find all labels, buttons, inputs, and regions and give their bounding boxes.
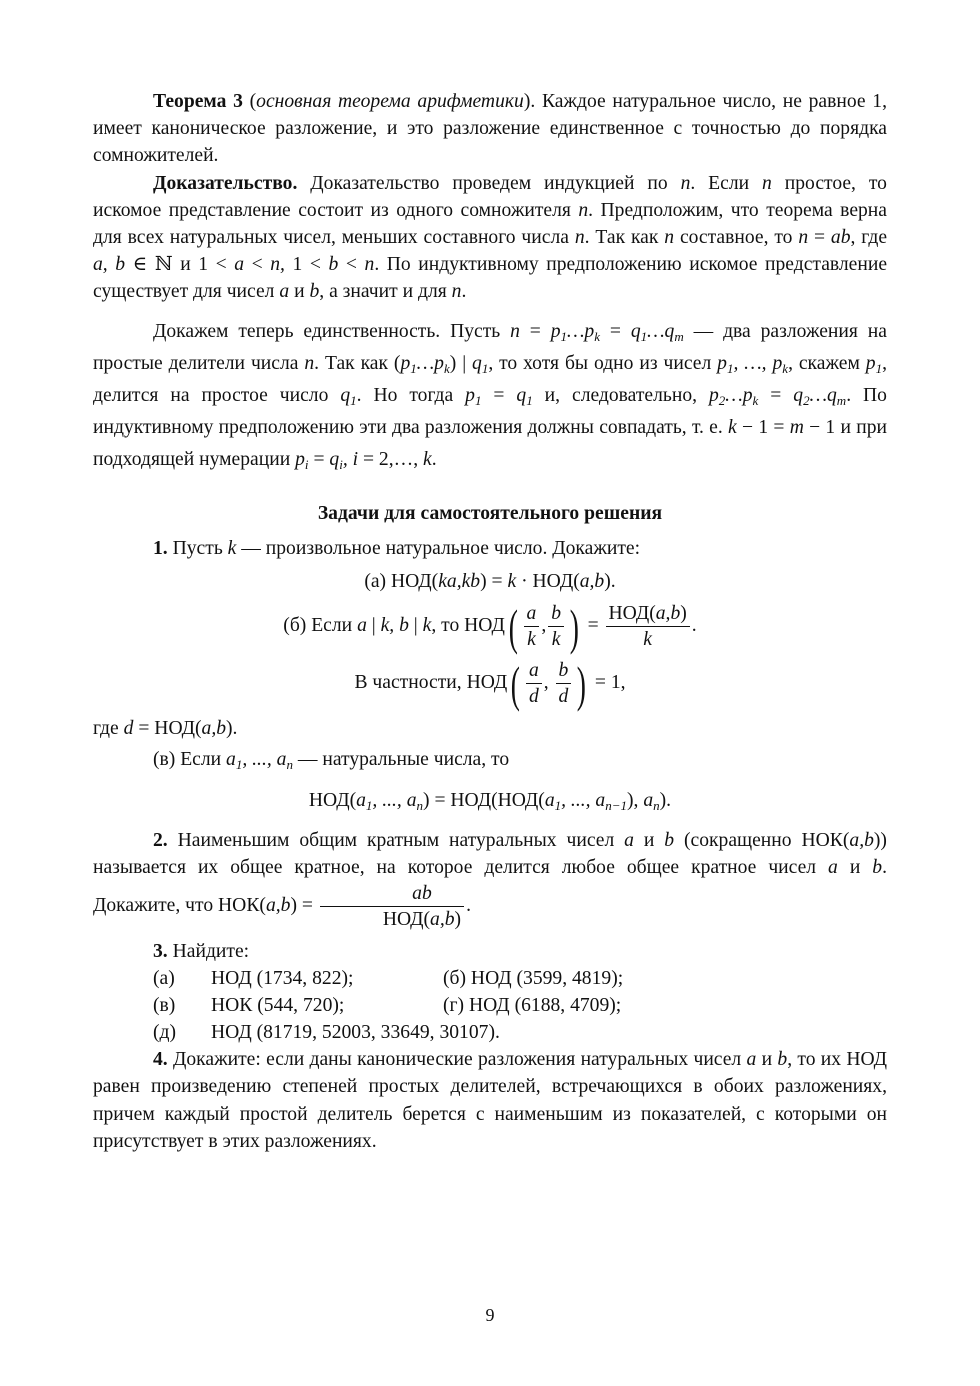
theorem-paragraph: Теорема 3 (основная теорема арифметики). Каждое натуральное число, не равное 1, имеет каноническое разложение, и это разложение единственное с точностью до порядка сомножителей. [93,91,887,167]
task-3-row: (д) НОД (81719, 52003, 33649, 30107). [153,1022,500,1044]
section-title: Задачи для самостоятельного решения [317,502,663,524]
task-2-paragraph: 2. Наименьшим общим кратным натуральных чисел a и b (сокращенно НОК(a,b)) называется их общее кратное, на которое делится любое общее кратное чисел a и b. Докажите, что НОК(a,b) = $\frac{ab}{\text{НОД(a,b)}}$ . [93,829,887,931]
task-3-title: 3. Найдите: [153,941,250,963]
task-4-paragraph: 4. Докажите: если даны канонические разложения натуральных чисел a и b, то их НОД равен произведению степеней простых делителей, встречающихся в обоих разложениях, причем каждый простой делитель берется с наименьшим из показателей, с которыми он присутствует в этих разложениях. [93,1049,888,1152]
task-3-row: (в) НОК (544, 720); (г) НОД (6188, 4709); [153,995,622,1017]
task-1-formula-c: $НОД(a_1$, ..., $a_n) = НОД(НОД(a_1$, ..., $a_{n-1}$), $a_n$). [308,790,672,814]
proof-title: Доказательство. [153,172,298,194]
task-1-where: где d = НОД(a,b). [93,718,238,740]
task-1-c-text: (в) Если $a_1$, ..., $a_n$ — натуральные числа, то [153,749,510,773]
theorem-subtitle: основная теорема арифметики [256,91,524,112]
task-1-intro: 1. Пусть k — произвольное натуральное число. Докажите: [153,537,641,559]
task-1-formula-special: В частности, НОД( $\frac{a}{d}$ , $\frac{b}{d}$ ) = 1, [354,655,626,712]
task-3-table [153,965,887,1046]
task-3-row: (а) НОД (1734, 822); (б) НОД (3599, 4819); [153,968,624,990]
task-1-formula-a: (а) НОД(ka,kb) = k · НОД(a,b). [364,570,616,592]
page-number: 9 [485,1305,495,1325]
page-content [93,88,887,1155]
proof-paragraph-2: Докажем теперь единственность. Пусть $n = p_1\dots p_k$ = $q_1\dots q_m$ — два разложения на простые делители числа n. Так как $(p_1\dots p_k)$ | $q_1$, то хотя бы одно из чисел $p_1$, …, $p_k$, скажем $p_1$, делится на простое число $q_1$. Но тогда $p_1 = q_1$ и, следовательно, $p_2\dots p_k$ = $q_2\dots q_m$. По индуктивному предположению эти два разложения должны совпадать, т. е. k − 1 = m − 1 и при подходящей нумерации $p_i = q_i$, i = 2,…, k. [93,320,887,472]
task-1-formula-b: (б) Если a | k, b | k, то НОД( $\frac{a}{k}$ , $\frac{b}{k}$ ) = $\frac{\text{НОД(a,b)}}{k}$ . [283,598,697,655]
theorem-text: . Каждое натуральное число, не равное 1, имеет каноническое разложение, и это разложение единственное с точностью до порядка сомножителей. [93,91,887,167]
proof-paragraph-1: Доказательство. Доказательство проведем индукцией по n. Если n простое, то искомое представление состоит из одного сомножителя n. Предположим, что теорема верна для всех натуральных чисел, меньших составного числа n. Так как n составное, то n = ab, где a, b ∈ ℕ и 1 < a < n, 1 < b < n. По индуктивному предположению искомое представление существует для чисел a и b, а значит и для n. [93,172,888,303]
theorem-title: Теорема 3 [153,91,243,112]
